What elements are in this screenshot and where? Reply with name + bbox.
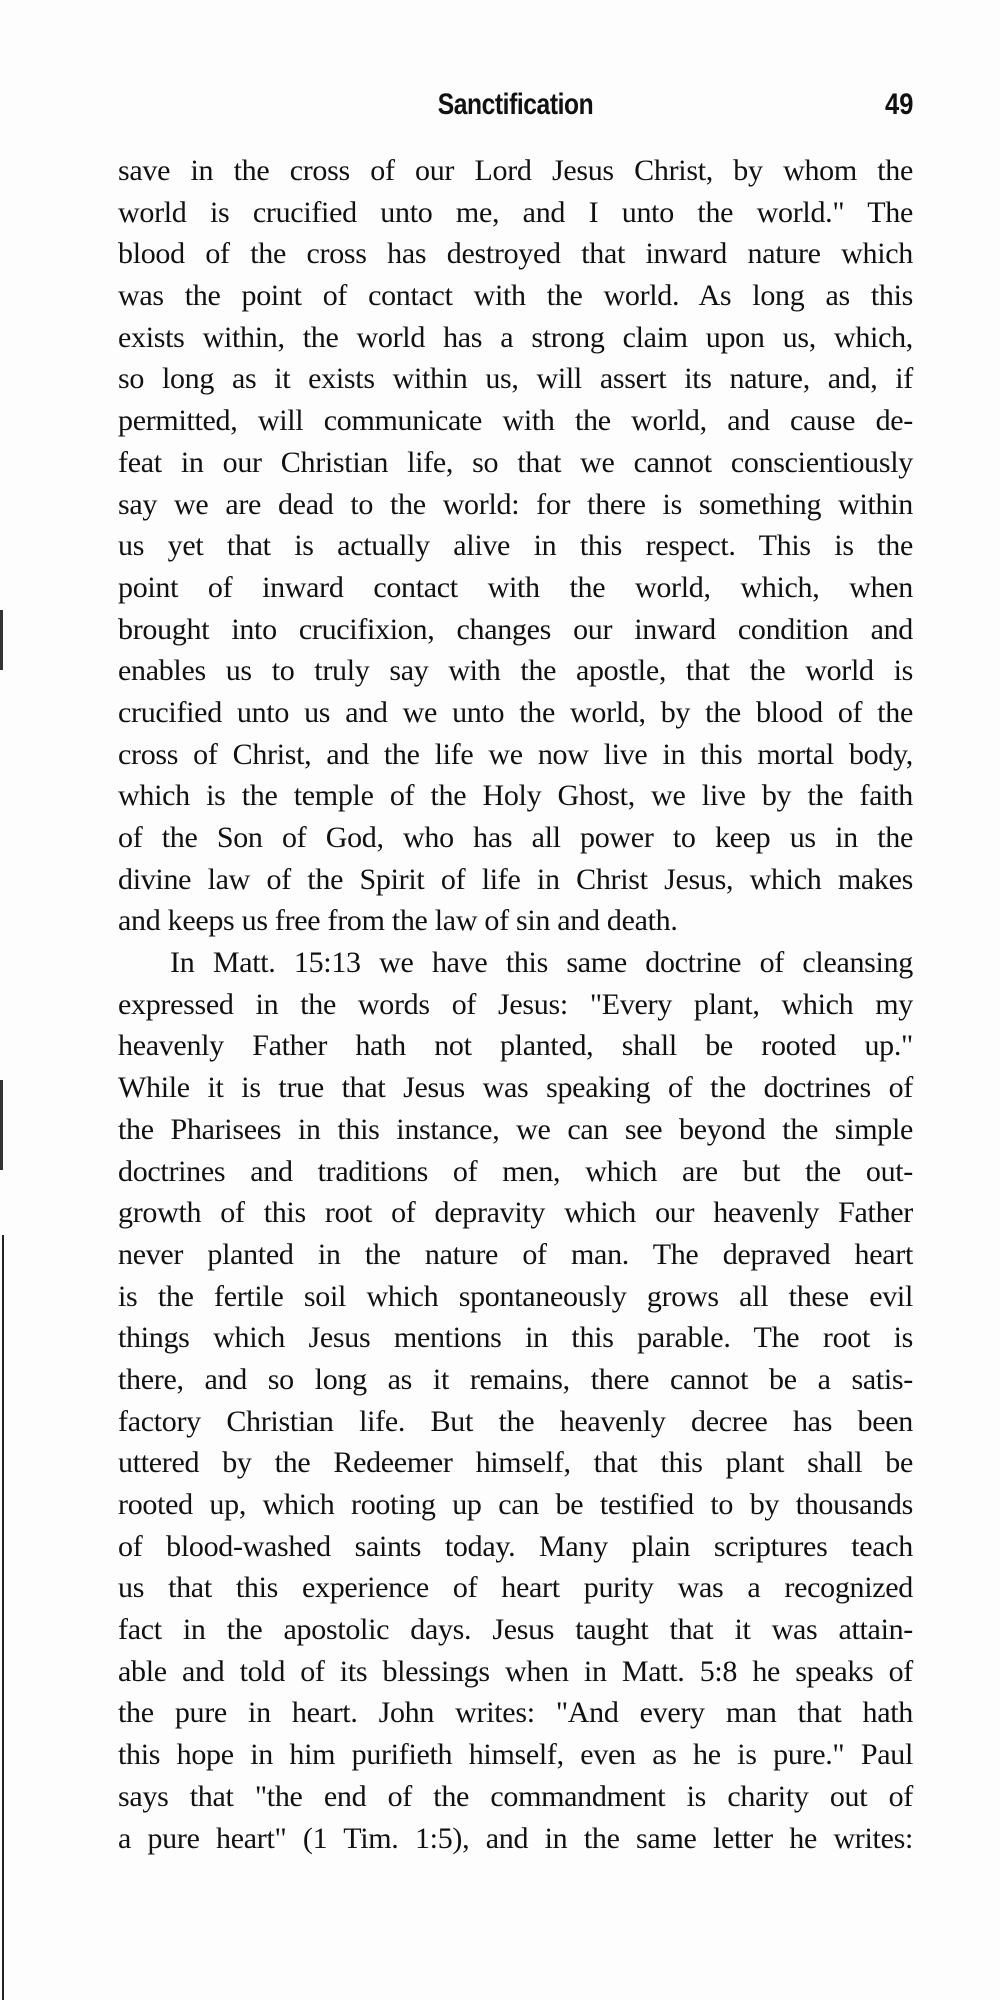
text-line: is the fertile soil which spontaneously grows all these evil bbox=[118, 1279, 913, 1313]
text-line: cross of Christ, and the life we now live in this mortal body, bbox=[118, 737, 913, 771]
text-line: of the Son of God, who has all power to keep us in the bbox=[118, 821, 913, 854]
text-line: growth of this root of depravity which our heavenly Father bbox=[118, 1196, 913, 1230]
text-line: say we are dead to the world: for there is something within bbox=[118, 487, 913, 521]
text-line: In Matt. 15:13 we have this same doctrine of cleansing bbox=[170, 946, 913, 980]
text-line: enables us to truly say with the apostle, that the world is bbox=[118, 654, 913, 688]
running-header bbox=[118, 88, 913, 128]
text-line: the pure in heart. John writes: "And every man that hath bbox=[118, 1696, 913, 1730]
text-line: was the point of contact with the world. As long as this bbox=[118, 279, 913, 313]
text-line: us yet that is actually alive in this respect. This is the bbox=[118, 529, 913, 563]
text-line: feat in our Christian life, so that we cannot conscientiously bbox=[118, 445, 913, 479]
text-line: crucified unto us and we unto the world, by the blood of the bbox=[118, 695, 913, 729]
text-line: there, and so long as it remains, there cannot be a satis- bbox=[118, 1362, 913, 1396]
text-line: brought into crucifixion, changes our inward condition and bbox=[118, 612, 913, 646]
text-line: able and told of its blessings when in Matt. 5:8 he speaks of bbox=[118, 1654, 913, 1688]
text-line: so long as it exists within us, will assert its nature, and, if bbox=[118, 362, 913, 396]
text-line: permitted, will communicate with the world, and cause de- bbox=[118, 404, 913, 438]
text-line: point of inward contact with the world, which, when bbox=[118, 570, 913, 604]
text-line: and keeps us free from the law of sin and death. bbox=[118, 904, 678, 938]
text-line: divine law of the Spirit of life in Christ Jesus, which makes bbox=[118, 862, 913, 896]
body-text bbox=[118, 150, 913, 1859]
page-number: 49 bbox=[884, 88, 913, 121]
text-line: says that "the end of the commandment is charity out of bbox=[118, 1779, 913, 1813]
text-line: this hope in him purifieth himself, even as he is pure." Paul bbox=[118, 1738, 913, 1772]
text-line: doctrines and traditions of men, which are but the out- bbox=[118, 1154, 913, 1188]
text-line: the Pharisees in this instance, we can see beyond the simple bbox=[118, 1112, 913, 1146]
text-line: save in the cross of our Lord Jesus Christ, by whom the bbox=[118, 154, 913, 187]
text-line: a pure heart" (1 Tim. 1:5), and in the same letter he writes: bbox=[118, 1821, 913, 1855]
text-line: While it is true that Jesus was speaking of the doctrines of bbox=[118, 1071, 913, 1105]
scan-edge-mark bbox=[0, 610, 3, 670]
text-line: fact in the apostolic days. Jesus taught that it was attain- bbox=[118, 1613, 913, 1647]
text-line: heavenly Father hath not planted, shall be rooted up." bbox=[118, 1029, 913, 1063]
text-line: world is crucified unto me, and I unto the world." The bbox=[118, 195, 913, 229]
paragraph bbox=[118, 942, 913, 1859]
scan-edge-mark bbox=[0, 1080, 3, 1170]
text-line: uttered by the Redeemer himself, that this plant shall be bbox=[118, 1446, 913, 1480]
paragraph bbox=[118, 150, 913, 942]
text-line: which is the temple of the Holy Ghost, we live by the faith bbox=[118, 779, 913, 813]
running-title: Sanctification bbox=[437, 88, 594, 121]
text-line: blood of the cross has destroyed that inward nature which bbox=[118, 237, 913, 271]
text-line: us that this experience of heart purity was a recognized bbox=[118, 1571, 913, 1605]
text-line: factory Christian life. But the heavenly decree has been bbox=[118, 1404, 913, 1438]
text-line: expressed in the words of Jesus: "Every plant, which my bbox=[118, 987, 913, 1021]
text-line: never planted in the nature of man. The depraved heart bbox=[118, 1237, 913, 1271]
scan-edge-line bbox=[2, 1235, 4, 2000]
text-line: exists within, the world has a strong claim upon us, which, bbox=[118, 320, 913, 354]
text-line: things which Jesus mentions in this parable. The root is bbox=[118, 1321, 913, 1355]
text-line: rooted up, which rooting up can be testified to by thousands bbox=[118, 1488, 913, 1521]
text-line: of blood-washed saints today. Many plain scriptures teach bbox=[118, 1529, 913, 1563]
